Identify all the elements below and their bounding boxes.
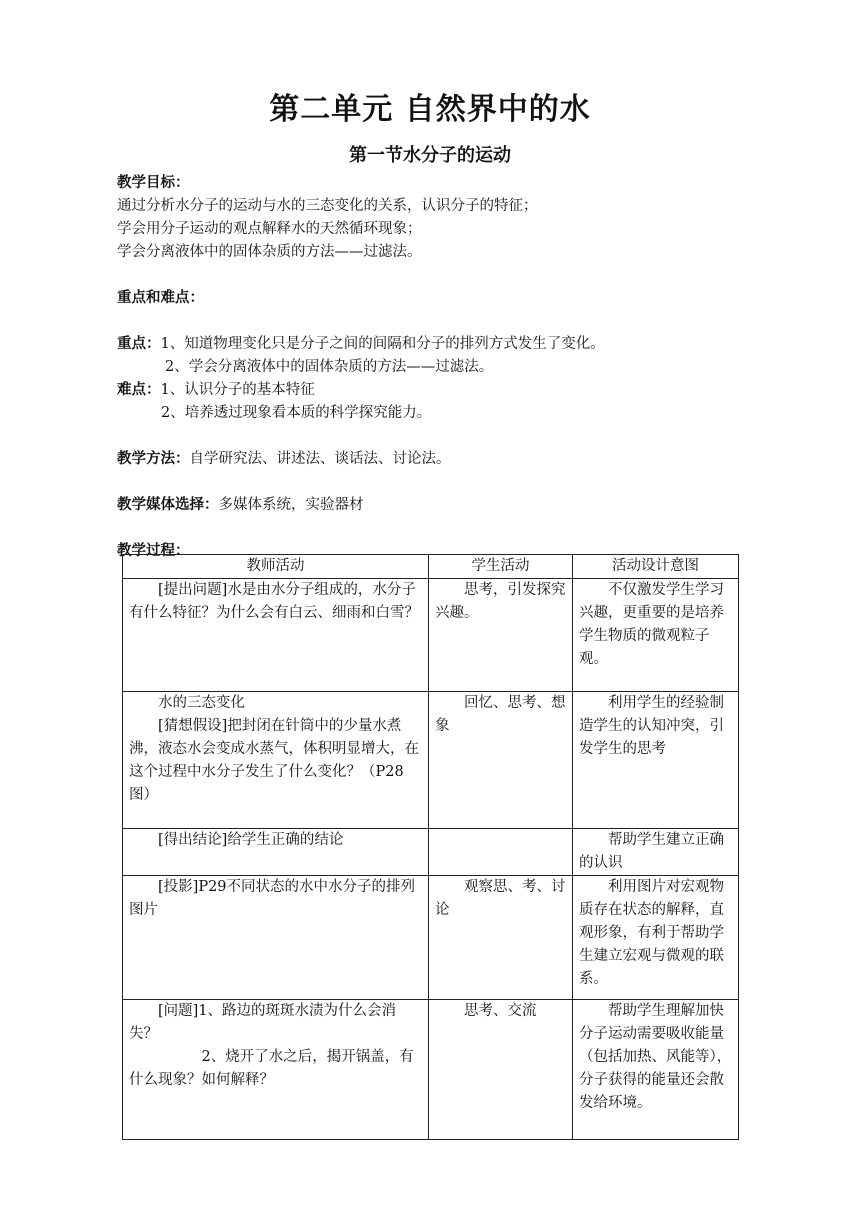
student-activity-cell [429, 829, 573, 876]
difficult-item: 2、培养透过现象看本质的科学探究能力。 [161, 405, 432, 421]
student-activity-cell: 思考，引发探究兴趣。 [429, 579, 573, 692]
goals-heading: 教学目标： [117, 175, 190, 191]
key-item: 2、学会分离液体中的固体杂质的方法——过滤法。 [165, 359, 494, 375]
key-point-line [117, 333, 757, 356]
goal-item: 学会分离液体中的固体杂质的方法——过滤法。 [117, 244, 422, 260]
table-row [123, 1000, 739, 1140]
method-line [117, 448, 757, 471]
purpose-cell: 帮助学生建立正确的认识 [573, 829, 739, 876]
media-line [117, 494, 757, 517]
column-header-teacher: 教师活动 [123, 555, 429, 579]
process-heading: 教学过程： [117, 543, 190, 559]
teacher-activity-cell: [提出问题]水是由水分子组成的，水分子有什么特征？为什么会有白云、细雨和白雪？ [123, 579, 429, 692]
key-difficult-heading: 重点和难点： [117, 290, 204, 306]
student-activity-cell: 思考、交流 [429, 1000, 573, 1140]
goal-item: 学会用分子运动的观点解释水的天然循环现象； [117, 221, 422, 237]
key-item: 1、知道物理变化只是分子之间的间隔和分子的排列方式发生了变化。 [160, 336, 605, 352]
media-text: 多媒体系统，实验器材 [218, 497, 364, 513]
document-body [117, 172, 757, 563]
difficult-label: 难点： [117, 382, 161, 398]
purpose-cell: 帮助学生理解加快分子运动需要吸收能量（包括加热、风能等），分子获得的能量还会散发给环境。 [573, 1000, 739, 1140]
table-row [123, 876, 739, 1000]
table-row [123, 829, 739, 876]
student-activity-cell: 回忆、思考、想象 [429, 692, 573, 829]
table-row [123, 692, 739, 829]
teacher-activity-cell: [得出结论]给学生正确的结论 [123, 829, 429, 876]
page-subtitle: 第一节水分子的运动 [349, 145, 511, 166]
column-header-student: 学生活动 [429, 555, 573, 579]
process-table [122, 554, 739, 1140]
page-title: 第二单元 自然界中的水 [269, 92, 591, 127]
table-row [123, 579, 739, 692]
purpose-cell: 利用学生的经验制造学生的认知冲突，引发学生的思考 [573, 692, 739, 829]
media-label: 教学媒体选择： [117, 497, 219, 513]
method-text: 自学研究法、讲述法、谈话法、讨论法。 [189, 451, 451, 467]
teacher-activity-cell: [投影]P29不同状态的水中水分子的排列图片 [123, 876, 429, 1000]
difficult-point-line [117, 379, 757, 402]
purpose-cell: 利用图片对宏观物质存在状态的解释，直观形象，有利于帮助学生建立宏观与微观的联系。 [573, 876, 739, 1000]
method-label: 教学方法： [117, 451, 190, 467]
purpose-cell: 不仅激发学生学习兴趣，更重要的是培养学生物质的微观粒子观。 [573, 579, 739, 692]
teacher-activity-cell: [问题]1、路边的斑斑水渍为什么会消失？ 2、烧开了水之后，揭开锅盖，有什么现象？如何解释？ [123, 1000, 429, 1140]
column-header-purpose: 活动设计意图 [573, 555, 739, 579]
difficult-item: 1、认识分子的基本特征 [160, 382, 315, 398]
key-label: 重点： [117, 336, 161, 352]
goal-item: 通过分析水分子的运动与水的三态变化的关系，认识分子的特征； [117, 198, 538, 214]
teacher-activity-cell: 水的三态变化 [猜想假设]把封闭在针筒中的少量水煮沸，液态水会变成水蒸气，体积明显增大，在这个过程中水分子发生了什么变化？（P28图） [123, 692, 429, 829]
table-header-row [123, 555, 739, 579]
student-activity-cell: 观察思、考、讨论 [429, 876, 573, 1000]
